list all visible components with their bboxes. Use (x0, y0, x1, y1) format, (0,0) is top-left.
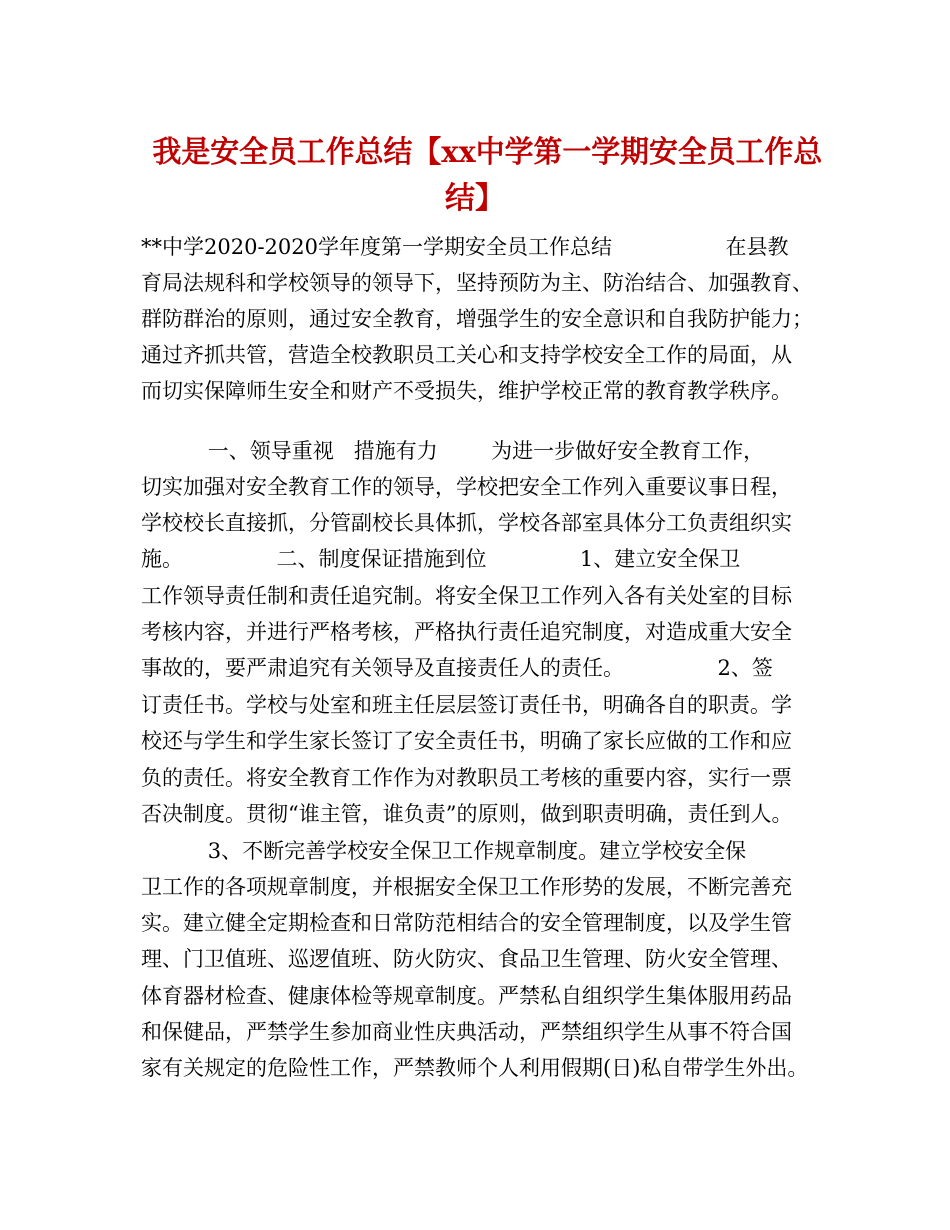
body-line-14: 校还与学生和学生家长签订了安全责任书，明确了家长应做的工作和应 (141, 729, 792, 753)
body-line-16: 否决制度。贯彻“谁主管，谁负责”的原则，做到职责明确，责任到人。 (141, 802, 793, 826)
body-line-17: 3、不断完善学校安全保卫工作规章制度。建立学校安全保 (141, 839, 747, 863)
body-line-7: 切实加强对安全教育工作的领导，学校把安全工作列入重要议事日程， (141, 475, 792, 499)
document-title-line-2: 结】 (445, 181, 505, 216)
body-line-10: 工作领导责任制和责任追究制。将安全保卫工作列入各有关处室的目标 (141, 584, 792, 608)
body-line-4: 通过齐抓共管，营造全校教职员工关心和支持学校安全工作的局面，从 (141, 343, 792, 367)
body-line-22: 和保健品，严禁学生参加商业性庆典活动，严禁组织学生从事不符合国 (141, 1020, 792, 1044)
body-line-3: 群防群治的原则，通过安全教育，增强学生的安全意识和自我防护能力； (141, 307, 813, 331)
body-line-6: 一、领导重视 措施有力 为进一步做好安全教育工作， (141, 439, 765, 463)
body-line-15: 负的责任。将安全教育工作作为对教职员工考核的重要内容，实行一票 (141, 766, 792, 790)
body-line-11: 考核内容，并进行严格考核，严格执行责任追究制度，对造成重大安全 (141, 620, 792, 644)
body-line-9: 施。 二、制度保证措施到位 1、建立安全保卫 (141, 547, 741, 571)
document-title-line-1: 我是安全员工作总结【xx中学第一学期安全员工作总 (152, 135, 823, 170)
body-line-1: **中学2020-2020学年度第一学期安全员工作总结 在县教 (141, 235, 789, 259)
body-line-12: 事故的，要严肃追究有关领导及直接责任人的责任。 2、签 (141, 656, 773, 680)
body-line-23: 家有关规定的危险性工作，严禁教师个人利用假期(日)私自带学生外出。 (141, 1056, 809, 1080)
body-line-21: 体育器材检查、健康体检等规章制度。严禁私自组织学生集体服用药品 (141, 984, 792, 1008)
body-line-2: 育局法规科和学校领导的领导下，坚持预防为主、防治结合、加强教育、 (141, 271, 813, 295)
body-line-5: 而切实保障师生安全和财产不受损失，维护学校正常的教育教学秩序。 (141, 379, 792, 403)
body-line-18: 卫工作的各项规章制度，并根据安全保卫工作形势的发展，不断完善充 (141, 875, 792, 899)
body-line-13: 订责任书。学校与处室和班主任层层签订责任书，明确各自的职责。学 (141, 693, 792, 717)
body-line-20: 理、门卫值班、巡逻值班、防火防灾、食品卫生管理、防火安全管理、 (141, 947, 792, 971)
body-line-19: 实。建立健全定期检查和日常防范相结合的安全管理制度，以及学生管 (141, 911, 792, 935)
body-line-8: 学校校长直接抓，分管副校长具体抓，学校各部室具体分工负责组织实 (141, 511, 792, 535)
